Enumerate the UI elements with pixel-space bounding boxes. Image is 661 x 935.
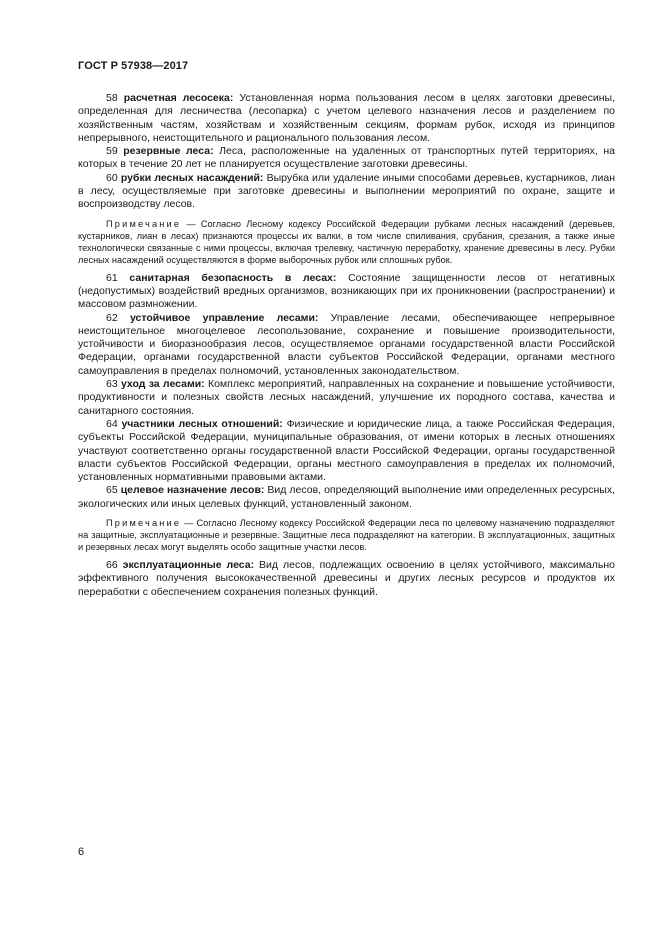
term-61 — [78, 272, 615, 312]
standard-header: ГОСТ Р 57938—2017 — [78, 60, 189, 72]
term-63 — [78, 378, 615, 418]
term-title: участники лесных отношений: — [121, 417, 283, 430]
note-label: Примечание — [106, 218, 182, 229]
term-definition: Леса, расположенные на удаленных от транспортных путей территориях, на которых в течение 20 лет не планируется осуществление заготовки древесины. — [78, 145, 616, 171]
term-number: 66 — [106, 559, 118, 572]
term-definition: Вид лесов, определяющий выполнение ими определенных ресурсных, экологических или иных целевых функций, установленный законом. — [78, 484, 616, 510]
term-title: устойчивое управление лесами: — [129, 311, 319, 324]
term-59 — [78, 145, 615, 172]
term-65 — [78, 484, 615, 511]
page-number: 6 — [78, 846, 85, 858]
term-title: эксплуатационные леса: — [122, 559, 255, 572]
term-number: 63 — [106, 378, 118, 391]
term-title: санитарная безопасность в лесах: — [129, 271, 337, 284]
term-number: 64 — [106, 417, 118, 430]
term-title: целевое назначение лесов: — [120, 484, 265, 497]
term-title: расчетная лесосека: — [123, 92, 234, 104]
term-64 — [78, 418, 615, 484]
note-label: Примечание — [106, 518, 182, 529]
note-celevoe — [78, 517, 615, 553]
note-text: — Согласно Лесному кодексу Российской Федерации леса по целевому назначению подразделяют на защитные, эксплуатационные и резервные. Защитные леса подразделяют на категории. В эксплуатационных, защитных и резервных лесах могут выделять особо защитные участки лесов. — [78, 518, 615, 553]
term-definition: Вид лесов, подлежащих освоению в целях устойчивого, максимально эффективного получения высококачественной древесины и других лесных ресурсов и продуктов их переработки с обеспечением сохранения полезных функций. — [78, 559, 615, 598]
term-definition: Вырубка или удаление иными способами деревьев, кустарников, лиан в лесу, осуществляемые при заготовке древесины и выполнении мероприятий по охране, защите и воспроизводству лесов. — [78, 171, 616, 211]
term-definition: Физические и юридические лица, а также Российская Федерация, субъекты Российской Федерации, муниципальные образования, от имени которых в лесных отношениях участвуют соответственно органы государственной власти Российской Федерации, органы государственной власти субъектов Российской Федерации, органы местного самоуправления в пределах их полномочий, установленных нормативными правовыми актами. — [78, 417, 615, 484]
term-number: 60 — [106, 171, 118, 184]
term-title: уход за лесами: — [120, 378, 205, 391]
term-number: 65 — [106, 484, 118, 497]
term-definition: Установленная норма пользования лесом в целях заготовки древесины, определенная для лесничества (лесопарка) с учетом целевого назначения лесов и разделением по хозяйственным частям, хозяйствам и хозяйственным секциям, формам рубок, исходя из принципов непрерывного, неистощительного и рационального пользования лесом. — [78, 92, 616, 144]
term-number: 61 — [106, 271, 118, 284]
terms-content — [78, 92, 615, 599]
term-58 — [78, 92, 615, 145]
term-62 — [78, 312, 615, 378]
note-text: — Согласно Лесному кодексу Российской Федерации рубками лесных насаждений (деревьев, кустарников, лиан в лесах) признаются процессы их валки, в том числе спиливания, срубания, срезания, а также иные технологически связанные с ними процессы, включая трелевку, частичную переработку, хранение древесины в лесу. Рубки лесных насаждений осуществляются в форме выборочных рубок или сплошных рубок. — [78, 218, 615, 265]
term-number: 59 — [106, 145, 118, 158]
term-title: резервные леса: — [123, 145, 214, 158]
term-number: 58 — [106, 92, 118, 104]
note-rubki — [78, 218, 615, 266]
term-definition: Состояние защищенности лесов от негативных (недопустимых) воздействий вредных организмов, возникающих при их проникновении (распространении) и массовом размножении. — [78, 271, 616, 311]
term-60 — [78, 172, 615, 212]
term-title: рубки лесных насаждений: — [120, 171, 264, 184]
term-definition: Управление лесами, обеспечивающее непрерывное неистощительное многоцелевое лесопользование, сохранение и повышение производительности, устойчивости и биоразнообразия лесов, осуществляемое органами государственной власти Российской Федерации, органами государственной власти субъектов Российской Федерации, органами местного самоуправления в пределах полномочий, установленных законодательством. — [78, 311, 616, 377]
term-66 — [78, 559, 615, 599]
term-number: 62 — [106, 311, 118, 324]
term-definition: Комплекс мероприятий, направленных на сохранение и повышение устойчивости, продуктивности и полезных свойств лесных насаждений, улучшение их породного состава, качества и санитарного состояния. — [78, 378, 615, 417]
